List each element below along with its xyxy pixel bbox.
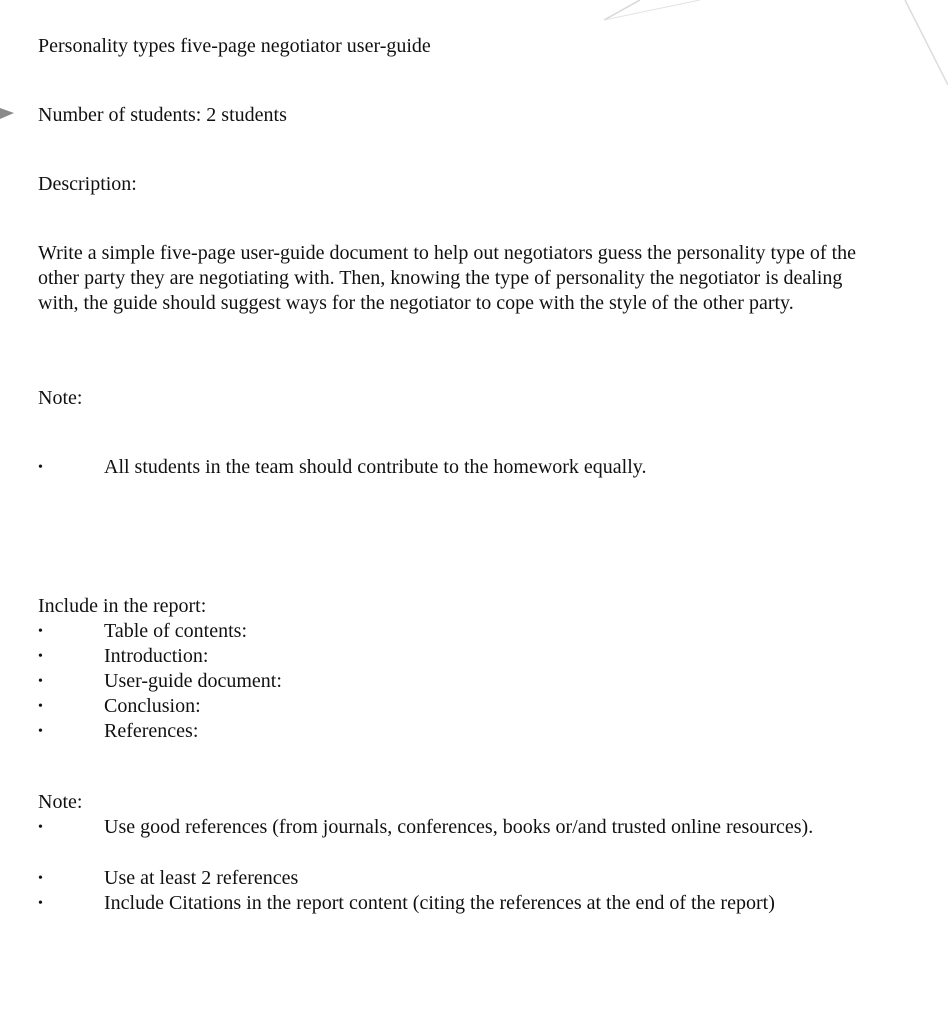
bullet-icon: • <box>38 820 43 835</box>
note-list <box>38 455 647 480</box>
note-label: Note: <box>38 387 83 409</box>
list-item <box>38 619 282 644</box>
list-item <box>38 694 282 719</box>
list-item <box>38 866 775 891</box>
bullet-icon: • <box>38 649 43 664</box>
list-item <box>38 719 282 744</box>
report-item-text: References: <box>104 720 199 742</box>
note-item-text: Use at least 2 references <box>104 867 299 889</box>
list-item <box>38 815 838 840</box>
bullet-icon: • <box>38 674 43 689</box>
list-item <box>38 891 775 916</box>
bullet-icon: • <box>38 896 43 911</box>
bullet-icon: • <box>38 871 43 886</box>
bullet-icon: • <box>38 699 43 714</box>
report-label: Include in the report: <box>38 595 207 617</box>
students-count: Number of students: 2 students <box>38 104 287 126</box>
note-item-text: Include Citations in the report content (citing the references at the end of the report) <box>104 892 775 914</box>
list-item <box>38 455 647 480</box>
list-item <box>38 644 282 669</box>
document-title: Personality types five-page negotiator user-guide <box>38 35 431 57</box>
bullet-icon: • <box>38 724 43 739</box>
decorative-stroke-top <box>604 0 640 20</box>
note-list-2 <box>38 866 775 916</box>
report-list <box>38 619 282 744</box>
list-item <box>38 669 282 694</box>
report-item-text: Conclusion: <box>104 695 201 717</box>
note-item-text: All students in the team should contribute to the homework equally. <box>104 456 647 478</box>
decorative-stroke-right <box>905 0 948 85</box>
decorative-arrow-left <box>0 108 14 119</box>
description-paragraph: Write a simple five-page user-guide document to help out negotiators guess the personality type of the other party they are negotiating with. Then, knowing the type of personality the negotiator is dealing with, the guide should suggest ways for the negotiator to cope with the style of the other party. <box>38 242 857 314</box>
note-label-2: Note: <box>38 791 83 813</box>
report-item-text: User-guide document: <box>104 670 282 692</box>
report-item-text: Introduction: <box>104 645 209 667</box>
report-item-text: Table of contents: <box>104 620 247 642</box>
bullet-icon: • <box>38 460 43 475</box>
bullet-icon: • <box>38 624 43 639</box>
description-label: Description: <box>38 173 137 195</box>
decorative-stroke-top-2 <box>604 0 700 20</box>
note-item-text: Use good references (from journals, conferences, books or/and trusted online resources). <box>104 816 814 838</box>
